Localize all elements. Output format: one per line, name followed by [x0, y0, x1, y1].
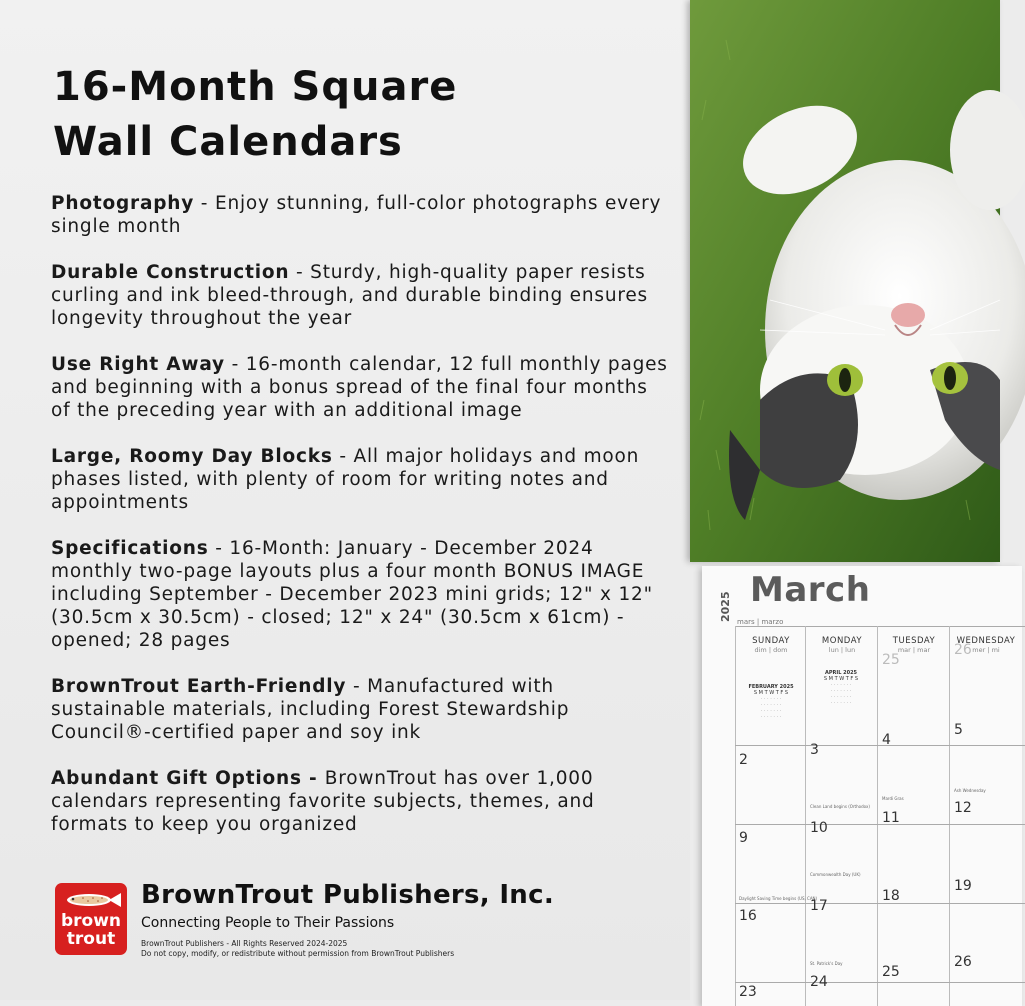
title-line-2: Wall Calendars [53, 119, 403, 165]
day-number: 4 [882, 732, 891, 748]
day-number: 25 [882, 652, 900, 668]
mini-calendar-february: FEBRUARY 2025 S M T W T F S · · · · · · · · · · · · · · · · · · · · · · · · · · · · [742, 684, 800, 720]
grid-line [877, 626, 878, 1006]
logo-word-brown: brown [60, 911, 122, 931]
page-title [53, 60, 653, 170]
day-translation: dim | dom [754, 646, 788, 654]
grid-line [735, 903, 1025, 904]
feature-heading: Abundant Gift Options - [51, 768, 325, 789]
legal-notice [141, 939, 454, 959]
legal-line-2: Do not copy, modify, or redistribute without permission from BrownTrout Publishers [141, 949, 455, 958]
feature-text: - 16-month calendar, 12 full monthly pages and beginning with a bonus spread of the final four months of the preceding year with an additional image [51, 354, 668, 421]
feature-text: BrownTrout has over 1,000 calendars representing favorite subjects, themes, and formats to keep you organized [51, 768, 595, 835]
mini-calendar-weekdays: S M T W T F S [823, 676, 859, 682]
feature-list [51, 192, 671, 859]
day-name: WEDNESDAY [956, 636, 1016, 646]
day-number: 12 [954, 800, 972, 816]
mini-calendar-title: APRIL 2025 [824, 670, 858, 676]
grid-line [949, 626, 950, 1006]
day-number: 19 [954, 878, 972, 894]
feature-specifications [51, 537, 671, 652]
cat-on-grass-image [690, 0, 1000, 562]
grid-line [735, 982, 1025, 983]
calendar-month-title: March [750, 570, 871, 610]
calendar-month-translation: mars | marzo [737, 618, 784, 626]
grid-line [805, 626, 806, 1006]
day-number: 18 [882, 888, 900, 904]
day-number: 10 [810, 820, 828, 836]
day-name: TUESDAY [892, 636, 936, 646]
feature-heading: Photography [51, 193, 195, 214]
day-number: 24 [810, 974, 828, 990]
day-number: 3 [810, 742, 819, 758]
day-translation: mar | mar [897, 646, 931, 654]
feature-durable [51, 261, 671, 330]
mini-calendar-weekdays: S M T W T F S [753, 690, 789, 696]
holiday-note: Mardi Gras [882, 796, 904, 801]
feature-day-blocks [51, 445, 671, 514]
day-number: 9 [739, 830, 748, 846]
grid-line [735, 626, 736, 1006]
feature-photography [51, 192, 671, 238]
product-preview [690, 0, 1016, 1000]
feature-heading: Specifications [51, 538, 209, 559]
day-header-monday [805, 626, 878, 666]
day-translation: mer | mi [972, 646, 1000, 654]
feature-text: - All major holidays and moon phases listed, with plenty of room for writing notes and appointments [51, 446, 640, 513]
publisher-block [55, 880, 615, 990]
feature-heading: Use Right Away [51, 354, 225, 375]
publisher-name: BrownTrout Publishers, Inc. [141, 880, 555, 910]
day-number: 26 [954, 954, 972, 970]
holiday-note: Daylight Saving Time begins (US, CAN) [739, 896, 818, 901]
day-number: 26 [954, 642, 972, 658]
holiday-note: St. Patrick's Day [810, 961, 843, 966]
grid-line [735, 745, 1025, 746]
calendar-year: 2025 [719, 591, 732, 622]
day-number: 11 [882, 810, 900, 826]
feature-text: - Enjoy stunning, full-color photographs every single month [51, 193, 662, 237]
holiday-note: Clean Land begins (Orthodox) [810, 804, 870, 809]
logo-word-trout: trout [66, 929, 116, 949]
feature-heading: Large, Roomy Day Blocks [51, 446, 333, 467]
day-translation: lun | lun [828, 646, 856, 654]
calendar-page [702, 566, 1022, 1006]
feature-earth-friendly [51, 675, 671, 744]
feature-use-right-away [51, 353, 671, 422]
day-name: SUNDAY [752, 636, 790, 646]
day-number: 23 [739, 984, 757, 1000]
legal-line-1: BrownTrout Publishers - All Rights Reserved 2024-2025 [141, 939, 348, 948]
day-header-sunday [735, 626, 806, 666]
mini-calendar-april: APRIL 2025 S M T W T F S · · · · · · · · · · · · · · · · · · · · · · · · · · · · [812, 670, 870, 706]
holiday-note: Ash Wednesday [954, 788, 986, 793]
day-number: 16 [739, 908, 757, 924]
cat-photo [690, 0, 1000, 562]
feature-text: - Manufactured with sustainable materials, including Forest Stewardship Council®-certified paper and soy ink [51, 676, 570, 743]
day-number: 17 [810, 898, 828, 914]
title-line-1: 16-Month Square [53, 64, 458, 110]
feature-text: - 16-Month: January - December 2024 monthly two-page layouts plus a four month BONUS IMAGE including September - December 2023 mini grids; 12" x 12" (30.5cm x 30.5cm) - closed; 12" x 24" (30.5cm x 61cm) - opened; 28 pages [51, 538, 653, 651]
day-name: MONDAY [821, 636, 863, 646]
holiday-note: Commonwealth Day (UK) [810, 872, 861, 877]
day-number: 2 [739, 752, 748, 768]
publisher-tagline: Connecting People to Their Passions [141, 915, 395, 931]
feature-heading: Durable Construction [51, 262, 290, 283]
day-number: 5 [954, 722, 963, 738]
day-number: 25 [882, 964, 900, 980]
feature-heading: BrownTrout Earth-Friendly [51, 676, 347, 697]
grid-line [735, 626, 1025, 627]
feature-text: - Sturdy, high-quality paper resists curling and ink bleed-through, and durable binding ensures longevity throughout the year [51, 262, 648, 329]
browntrout-logo [55, 883, 127, 955]
mini-calendar-title: FEBRUARY 2025 [748, 684, 794, 690]
feature-gift-options [51, 767, 671, 836]
grid-line [735, 824, 1025, 825]
